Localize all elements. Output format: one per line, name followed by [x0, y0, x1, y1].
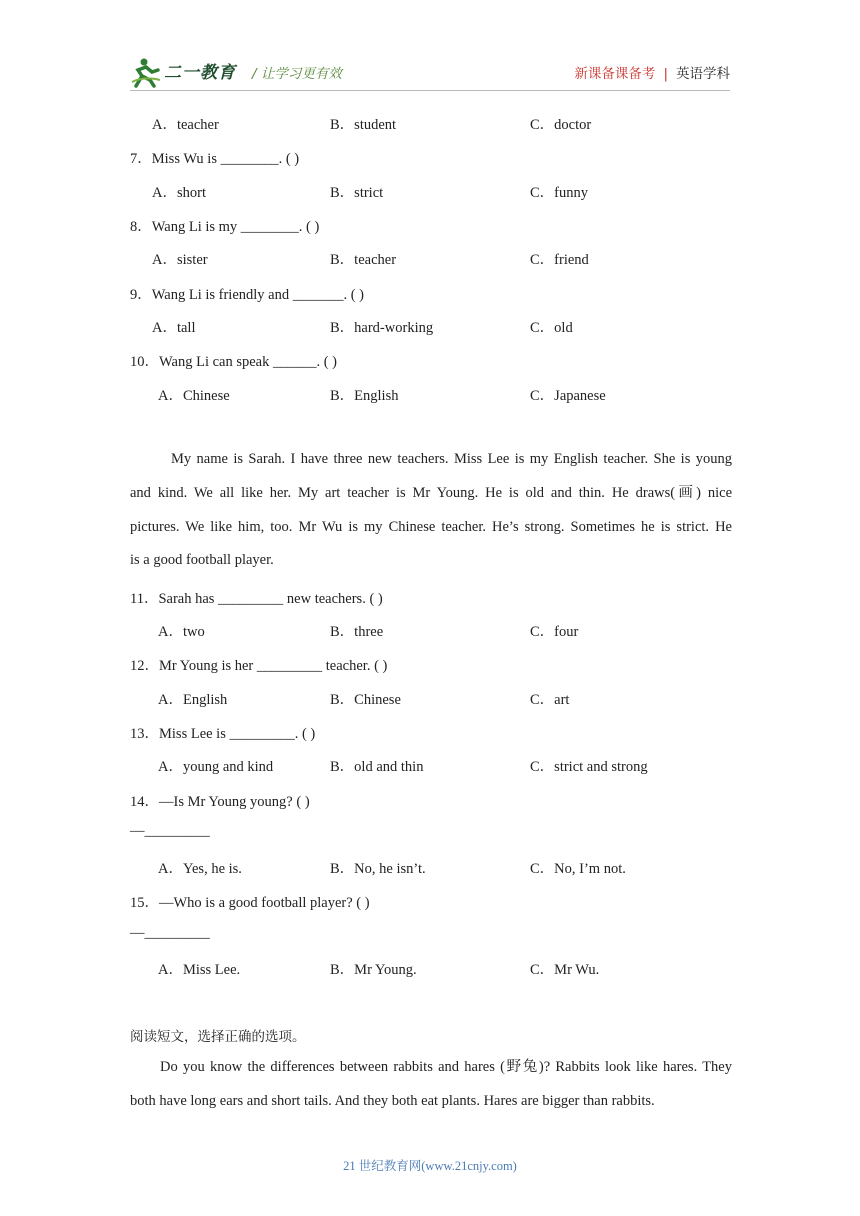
- option-b: B．English: [330, 388, 399, 404]
- option-a: A．short: [152, 185, 206, 201]
- option-c: C．strict and strong: [530, 759, 648, 775]
- option-c: C．Mr Wu.: [530, 962, 600, 978]
- logo-text: 二一教育: [164, 63, 236, 83]
- option-c: C．art: [530, 692, 570, 708]
- page-header: [130, 52, 730, 92]
- option-a: A．young and kind: [158, 759, 274, 775]
- option-a: A．teacher: [152, 117, 219, 133]
- passage-line: is a good football player.: [130, 552, 274, 569]
- option-c: C．doctor: [530, 117, 592, 133]
- option-b: B．strict: [330, 185, 384, 201]
- option-b: B．hard-working: [330, 320, 434, 336]
- option-a: A．Yes, he is.: [158, 861, 242, 877]
- option-a: A．Miss Lee.: [158, 962, 241, 978]
- option-a: A．sister: [152, 252, 208, 268]
- option-c: C．Japanese: [530, 388, 606, 404]
- question-13: 13．Miss Lee is _________. ( ): [130, 726, 316, 742]
- reading-passage-sarah: [130, 443, 732, 578]
- option-c: C．funny: [530, 185, 588, 201]
- question-11: 11．Sarah has _________ new teachers. ( ): [130, 591, 383, 607]
- passage-line: My name is Sarah. I have three new teachers. Miss Lee is my English teacher. She is young: [171, 451, 732, 467]
- question-7: 7．Miss Wu is ________. ( ): [130, 151, 300, 167]
- option-b: B．student: [330, 117, 397, 133]
- header-series: 新课备课备考: [574, 66, 656, 82]
- option-b: B．No, he isn’t.: [330, 861, 426, 877]
- answer-line: —_________: [130, 823, 210, 839]
- option-a: A．English: [158, 692, 228, 708]
- option-c: C．friend: [530, 252, 589, 268]
- option-c: C．old: [530, 320, 573, 336]
- question-15: 15．—Who is a good football player? ( ): [130, 895, 370, 911]
- option-a: A．tall: [152, 320, 196, 336]
- option-a: A．Chinese: [158, 388, 230, 404]
- header-divider: [130, 90, 730, 91]
- answer-line: —_________: [130, 925, 210, 941]
- option-b: B．old and thin: [330, 759, 424, 775]
- option-a: A．two: [158, 624, 205, 640]
- section-instruction: 阅读短文，选择正确的选项。: [130, 1029, 306, 1045]
- option-c: C．four: [530, 624, 579, 640]
- header-separator: |: [663, 66, 668, 82]
- question-8: 8．Wang Li is my ________. ( ): [130, 219, 320, 235]
- passage-line: both have long ears and short tails. And they both eat plants. Hares are bigger than rabbits.: [130, 1092, 655, 1109]
- passage-line: Do you know the differences between rabbits and hares (野兔)? Rabbits look like hares. They: [160, 1059, 732, 1075]
- question-14: 14．—Is Mr Young young? ( ): [130, 794, 310, 810]
- option-b: B．Mr Young.: [330, 962, 417, 978]
- passage-line: pictures. We like him, too. Mr Wu is my Chinese teacher. He’s strong. Sometimes he is strict. He: [130, 518, 732, 535]
- header-right: [574, 62, 730, 82]
- reading-passage-rabbits: [130, 1051, 732, 1119]
- question-10: 10．Wang Li can speak ______. ( ): [130, 354, 338, 370]
- passage-line: and kind. We all like her. My art teacher is Mr Young. He is old and thin. He draws(画) nice: [130, 484, 732, 501]
- option-c: C．No, I’m not.: [530, 861, 626, 877]
- option-b: B．Chinese: [330, 692, 401, 708]
- question-12: 12．Mr Young is her _________ teacher. ( ): [130, 658, 388, 674]
- option-b: B．teacher: [330, 252, 397, 268]
- option-b: B．three: [330, 624, 384, 640]
- header-slogan: / 让学习更有效: [252, 66, 342, 82]
- question-9: 9．Wang Li is friendly and _______. ( ): [130, 287, 365, 303]
- page-footer: 21 世纪教育网(www.21cnjy.com): [343, 1159, 517, 1173]
- header-subject: 英语学科: [676, 66, 730, 82]
